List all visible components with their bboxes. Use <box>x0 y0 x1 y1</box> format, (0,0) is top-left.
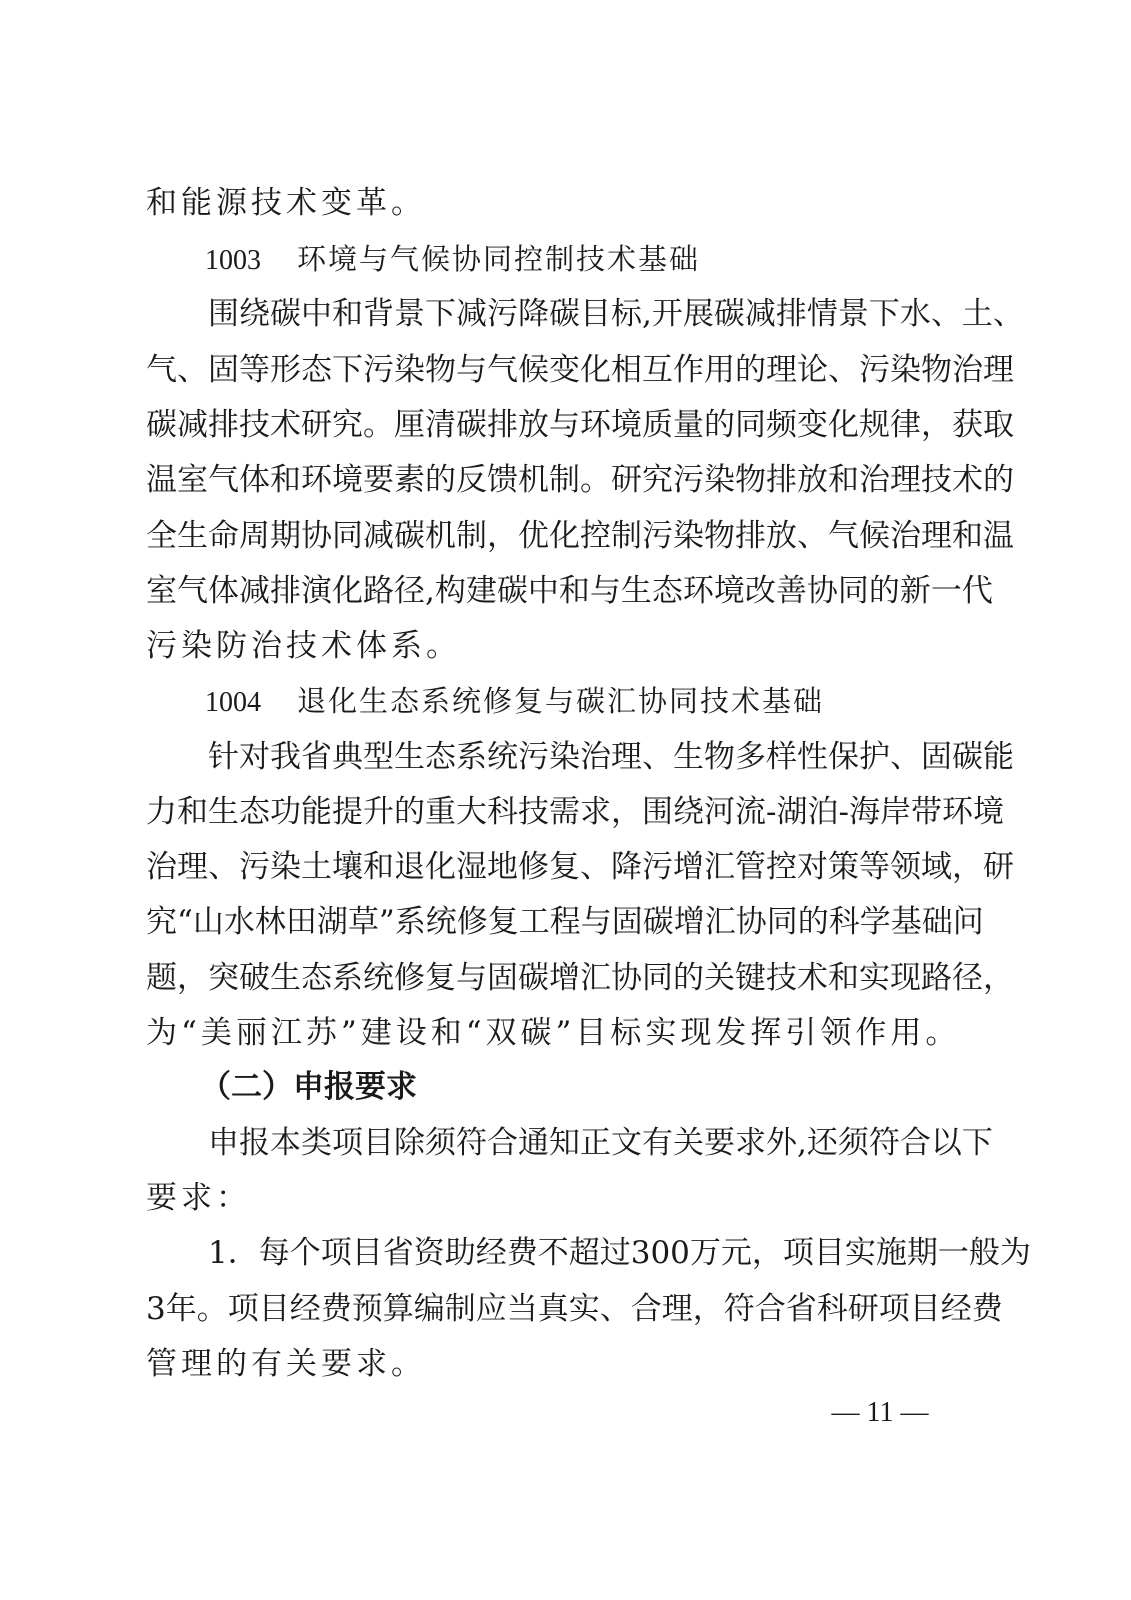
paragraph-line: 全生命周期协同减碳机制，优化控制污染物排放、气候治理和温 <box>146 518 1014 554</box>
paragraph-line: 和能源技术变革。 <box>146 185 426 221</box>
paragraph-line: 为“美丽江苏”建设和“双碳”目标实现发挥引领作用。 <box>146 1015 961 1051</box>
paragraph-line: 申报本类项目除须符合通知正文有关要求外,还须符合以下 <box>146 1125 993 1161</box>
paragraph-line: 题，突破生态系统修复与固碳增汇协同的关键技术和实现路径， <box>146 960 1014 996</box>
paragraph-line: 温室气体和环境要素的反馈机制。研究污染物排放和治理技术的 <box>146 462 1014 498</box>
item-code: 1003 <box>205 245 261 276</box>
paragraph-line: 要求： <box>146 1180 251 1216</box>
page-number: — 11 — <box>831 1397 929 1428</box>
paragraph-line: 3年。项目经费预算编制应当真实、合理，符合省科研项目经费 <box>146 1291 1003 1327</box>
paragraph-line: 治理、污染土壤和退化湿地修复、降污增汇管控对策等领域，研 <box>146 849 1014 885</box>
item-heading-1004 <box>205 673 824 729</box>
paragraph-line: 碳减排技术研究。厘清碳排放与环境质量的同频变化规律，获取 <box>146 407 1014 443</box>
paragraph-line: 管理的有关要求。 <box>146 1346 426 1382</box>
item-title: 退化生态系统修复与碳汇协同技术基础 <box>297 684 825 718</box>
paragraph-line: 究“山水林田湖草”系统修复工程与固碳增汇协同的科学基础问 <box>146 904 984 940</box>
paragraph-line: 围绕碳中和背景下减污降碳目标,开展碳减排情景下水、土、 <box>146 296 1024 332</box>
item-code: 1004 <box>205 687 261 718</box>
section-title: （二）申报要求 <box>200 1069 417 1105</box>
paragraph-line: 1．每个项目省资助经费不超过300万元，项目实施期一般为 <box>146 1235 1031 1271</box>
paragraph-line: 力和生态功能提升的重大科技需求，围绕河流-湖泊-海岸带环境 <box>146 794 1004 830</box>
paragraph-line: 污染防治技术体系。 <box>146 628 461 664</box>
item-title: 环境与气候协同控制技术基础 <box>297 242 701 276</box>
paragraph-line: 气、固等形态下污染物与气候变化相互作用的理论、污染物治理 <box>146 352 1014 388</box>
paragraph-line: 室气体减排演化路径,构建碳中和与生态环境改善协同的新一代 <box>146 573 993 609</box>
item-heading-1003 <box>205 231 700 287</box>
paragraph-line: 针对我省典型生态系统污染治理、生物多样性保护、固碳能 <box>146 739 1014 775</box>
